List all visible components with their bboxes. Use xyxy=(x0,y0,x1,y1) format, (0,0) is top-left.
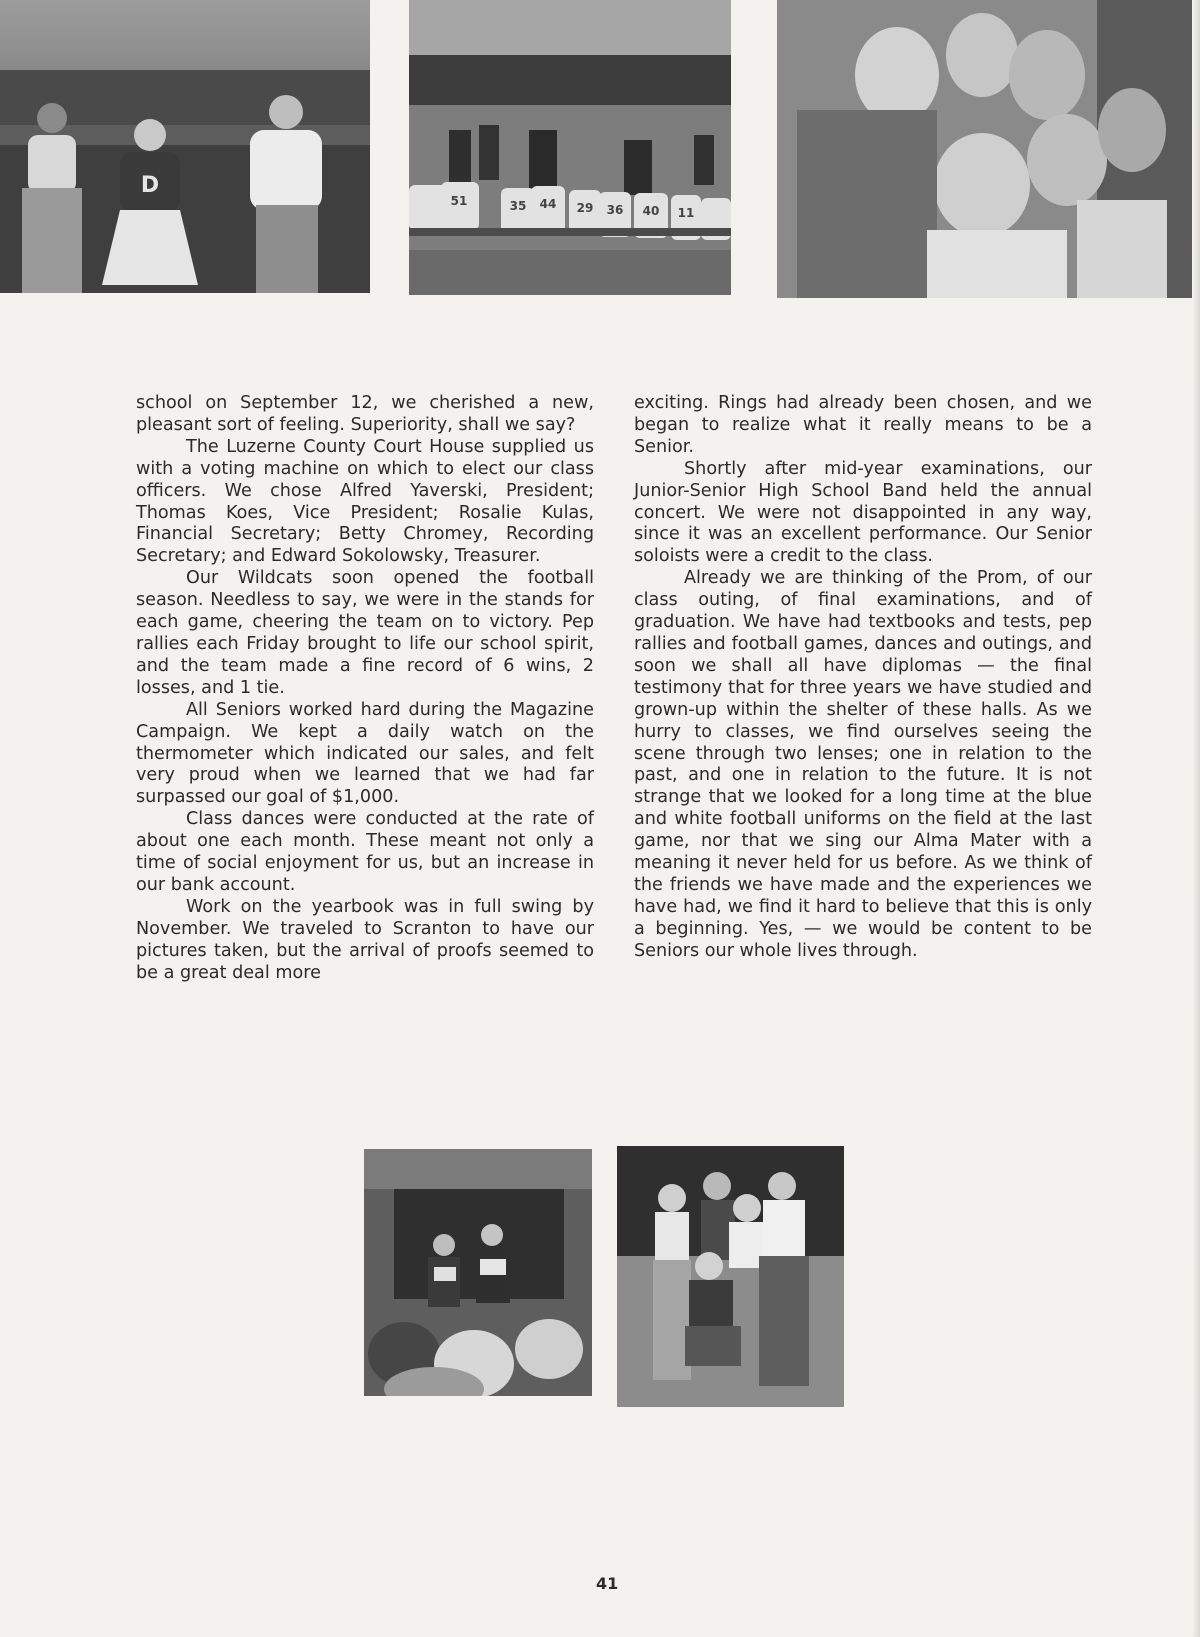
cheerleaders-photo xyxy=(0,0,370,293)
article-paragraph: school on September 12, we cherished a new, pleasant sort of feeling. Superiority, shall we say? xyxy=(136,393,594,435)
jersey-number: 35 xyxy=(509,199,527,213)
group-of-students-photo xyxy=(617,1146,844,1407)
article-paragraph: exciting. Rings had already been chosen, and we began to realize what it really means to be a Senior. xyxy=(634,393,1092,457)
article-right-column xyxy=(634,393,1092,963)
article-left-column xyxy=(136,393,594,984)
article-paragraph: All Seniors worked hard during the Magazine Campaign. We kept a daily watch on the thermometer which indicated our sales, and felt very proud when we learned that we had far surpassed our goal of $1,000. xyxy=(136,699,594,808)
article-paragraph: Shortly after mid-year examinations, our Junior-Senior High School Band held the annual concert. We were not disappointed in any way, since it was an excellent performance. Our Senior soloists were a credit to the class. xyxy=(634,458,1092,567)
jersey-number: 40 xyxy=(642,204,660,218)
sweater-letter: D xyxy=(140,173,160,198)
jersey-number: 36 xyxy=(606,203,624,217)
boys-huddle-photo xyxy=(777,0,1200,298)
jersey-number: 44 xyxy=(539,197,557,211)
article-paragraph: Already we are thinking of the Prom, of our class outing, of final examinations, and of graduation. We have had textbooks and tests, pep rallies and football games, dances and outings, and soon we shall all have diplomas — the final testimony that for three years we have studied and grown-up within the shelter of these halls. As we hurry to classes, we find ourselves seeing the scene through two lenses; one in relation to the past, and one in relation to the future. It is not strange that we looked for a long time at the blue and white football uniforms on the field at the last game, nor that we sing our Alma Mater with a meaning it never held for us before. As we think of the friends we have made and the experiences we have had, we find it hard to believe that this is only a beginning. Yes, — we would be content to be Seniors our whole lives through. xyxy=(634,568,1092,961)
article-paragraph: Class dances were conducted at the rate of about one each month. These meant not only a time of social enjoyment for us, but an increase in our bank account. xyxy=(136,809,594,895)
jersey-number: 29 xyxy=(576,201,594,215)
jersey-number: 11 xyxy=(677,206,695,220)
article-paragraph: The Luzerne County Court House supplied us with a voting machine on which to elect our class officers. We chose Alfred Yaverski, President; Thomas Koes, Vice President; Rosalie Kulas, Financial Secretary; Betty Chromey, Recording Secretary; and Edward Sokolowsky, Treasurer. xyxy=(136,436,594,567)
jersey-number: 51 xyxy=(450,194,468,208)
football-sideline-photo xyxy=(409,0,731,295)
page-number: 41 xyxy=(596,1574,619,1593)
page-edge-shadow xyxy=(1192,0,1200,1637)
article-paragraph: Work on the yearbook was in full swing by November. We traveled to Scranton to have our pictures taken, but the arrival of proofs seemed to be a great deal more xyxy=(136,896,594,983)
classroom-photo xyxy=(364,1149,592,1396)
article-paragraph: Our Wildcats soon opened the football season. Needless to say, we were in the stands for each game, cheering the team on to victory. Pep rallies each Friday brought to life our school spirit, and the team made a fine record of 6 wins, 2 losses, and 1 tie. xyxy=(136,568,594,698)
